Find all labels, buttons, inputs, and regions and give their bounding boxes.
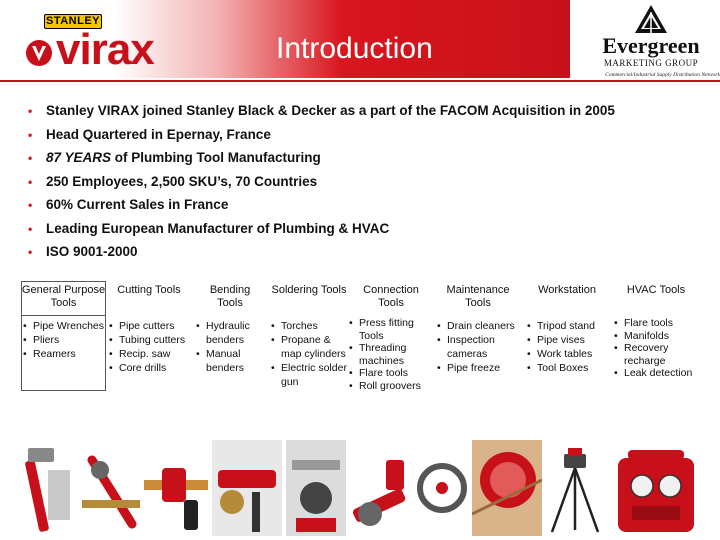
press-fitting-tool-photo xyxy=(286,440,346,536)
tool-item: • Inspection cameras xyxy=(437,333,529,361)
tool-item: • Threading machines xyxy=(349,342,435,367)
column-workstation xyxy=(527,319,613,375)
tool-item: • Core drills xyxy=(109,361,195,375)
tool-item: • Hydraulic benders xyxy=(196,319,268,347)
tool-item: • Pipe Wrenches xyxy=(23,319,107,333)
column-header-workstation: Workstation xyxy=(538,284,596,296)
evergreen-logo xyxy=(586,4,720,80)
bullet-dot-icon: • xyxy=(28,245,33,259)
stanley-logo: STANLEY xyxy=(45,15,101,27)
column-header-cutting: Cutting Tools xyxy=(117,284,181,296)
bullet-dot-icon: • xyxy=(28,127,33,142)
bullet-dot-icon: • xyxy=(28,221,33,236)
pipe-wrench-photo xyxy=(18,440,78,536)
column-header-maintenance: Maintenance Tools xyxy=(446,284,510,309)
evergreen-name: Evergreen xyxy=(602,33,700,58)
tool-item: • Press fitting Tools xyxy=(349,317,435,342)
tool-item: • Tripod stand xyxy=(527,319,613,333)
bullet-dot-icon: • xyxy=(28,104,33,118)
tool-item: • Torches xyxy=(271,319,349,333)
pipe-cutter-photo xyxy=(82,440,140,536)
bullet-item: • Stanley VIRAX joined Stanley Black & Decker as a part of the FACOM Acquisition in 2005 xyxy=(28,103,615,118)
tool-item: • Pipe freeze xyxy=(437,361,529,375)
column-soldering xyxy=(271,319,349,389)
tool-item: • Drain cleaners xyxy=(437,319,529,333)
bullet-item: • 87 YEARS of Plumbing Tool Manufacturing xyxy=(28,150,321,165)
tool-item: • Flare tools xyxy=(349,367,435,380)
column-header-bending: Bending Tools xyxy=(209,284,251,309)
threading-machine-photo xyxy=(350,440,412,536)
tool-item: • Electric solder gun xyxy=(271,361,349,389)
product-photo-strip xyxy=(18,440,700,536)
tool-item: • Propane & map cylinders xyxy=(271,333,349,361)
column-header-hvac: HVAC Tools xyxy=(626,284,686,296)
tripod-stand-photo xyxy=(546,440,604,536)
tool-item: • Work tables xyxy=(527,347,613,361)
column-connection xyxy=(349,317,435,392)
virax-v-mark-icon xyxy=(24,38,54,68)
tool-item: • Reamers xyxy=(23,347,107,361)
bullet-dot-icon: • xyxy=(28,174,33,189)
tool-item: • Recip. saw xyxy=(109,347,195,361)
tool-item: • Flare tools xyxy=(614,317,700,330)
bullet-item: • 250 Employees, 2,500 SKU’s, 70 Countries xyxy=(28,173,318,189)
virax-logo: virax xyxy=(56,25,154,74)
column-general-purpose xyxy=(23,319,107,361)
column-header-general-purpose: General Purpose Tools xyxy=(21,284,106,309)
page-title: Introduction xyxy=(276,32,433,65)
tool-item: • Leak detection xyxy=(614,367,700,380)
tool-item: • Pipe cutters xyxy=(109,319,195,333)
bullet-item: • ISO 9001-2000 xyxy=(28,244,138,259)
tool-item: • Tubing cutters xyxy=(109,333,195,347)
drain-cleaner-photo xyxy=(416,440,468,536)
column-bending xyxy=(196,319,268,375)
tool-item: • Manual benders xyxy=(196,347,268,375)
column-cutting xyxy=(109,319,195,375)
column-hvac xyxy=(614,317,700,380)
hvac-recovery-unit-photo xyxy=(612,440,700,536)
header-divider xyxy=(0,80,720,82)
evergreen-tree-icon xyxy=(586,4,716,36)
bullet-item: • Leading European Manufacturer of Plumbing & HVAC xyxy=(28,220,390,236)
column-header-soldering: Soldering Tools xyxy=(271,284,347,296)
tool-item: • Recovery recharge xyxy=(614,342,700,367)
column-header-connection: Connection Tools xyxy=(363,284,419,309)
tool-item: • Pliers xyxy=(23,333,107,347)
bullet-item: • 60% Current Sales in France xyxy=(28,197,229,212)
evergreen-tagline: Commercial/Industrial Supply Distribution Network xyxy=(605,72,720,78)
core-drill-photo xyxy=(472,440,542,536)
header xyxy=(0,0,720,78)
intro-bullet-list xyxy=(28,102,688,267)
bullet-dot-icon: • xyxy=(28,198,33,212)
column-maintenance xyxy=(437,319,529,375)
hydraulic-bender-photo xyxy=(212,440,282,536)
evergreen-group: MARKETING GROUP xyxy=(603,58,699,68)
bullet-dot-icon: • xyxy=(28,151,33,165)
tubing-cutter-photo xyxy=(144,440,208,536)
tool-item: • Manifolds xyxy=(614,330,700,343)
tool-item: • Roll groovers xyxy=(349,380,435,393)
tool-item: • Pipe vises xyxy=(527,333,613,347)
tool-item: • Tool Boxes xyxy=(527,361,613,375)
bullet-item: • Head Quartered in Epernay, France xyxy=(28,126,271,142)
